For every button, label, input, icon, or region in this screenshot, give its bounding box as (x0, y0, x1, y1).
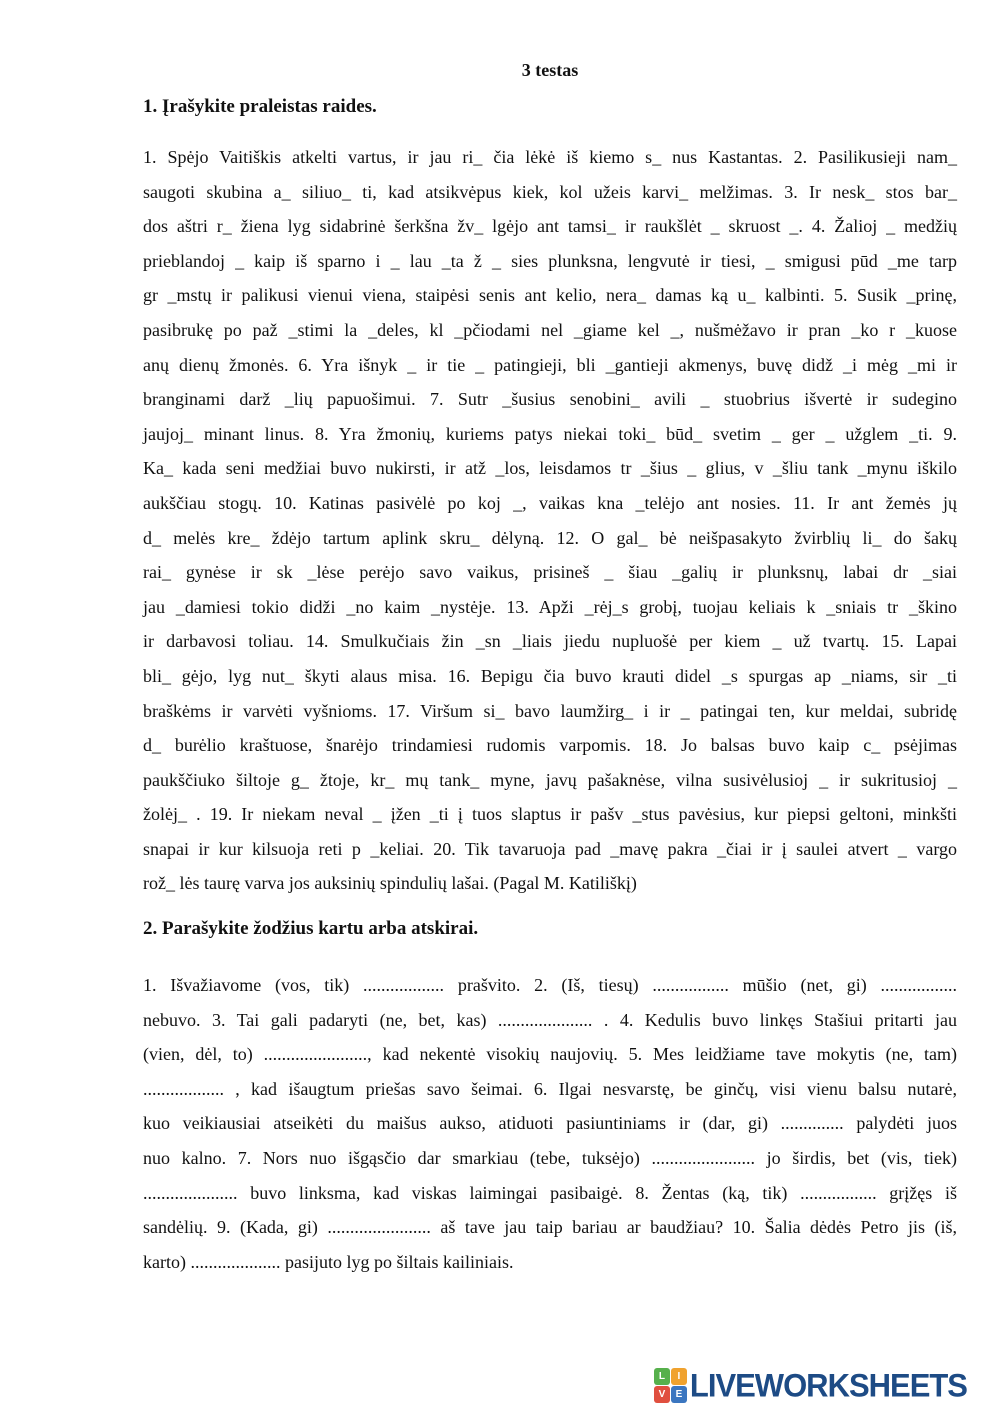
text-line: saugoti skubina a_ siliuo_ ti, kad atsikvėpus kiek, kol užeis karvi_ melžimas. 3. Ir nesk_ stos bar_ (143, 181, 957, 202)
text-line: gr _mstų ir palikusi vienui viena, staipėsi senis ant kelio, nera_ damas ką u_ kalbinti. 5. Susik _prinę, (143, 285, 957, 306)
text-line: anų dienų žmonės. 6. Yra išnyk _ ir tie _ patingieji, bli _gantieji akmenys, buvę didž _i mėg _mi ir (143, 354, 957, 375)
text-line: braškėms ir varvėti vyšnioms. 17. Viršum si_ bavo laumžirg_ i ir _ patingai ten, kur meldai, subridę (143, 700, 957, 721)
logo-square-v: V (654, 1386, 670, 1403)
liveworksheets-logo (654, 1368, 967, 1403)
text-line: Ka_ kada seni medžiai buvo nukirsti, ir atž _los, leisdamos tr _šius _ glius, v _šliu tank _mynu iškilo (143, 458, 957, 479)
text-line: ir darbavosi toliau. 14. Smulkučiais žin _sn _liais jiedu nupluošė per kiem _ už tvartų. 15. Lapai (143, 631, 957, 652)
text-line: 1. Išvažiavome (vos, tik) .................. prašvito. 2. (Iš, tiesų) ................. mūšio (net, gi) ................. (143, 975, 957, 996)
text-line: aukščiau stogų. 10. Katinas pasivėlė po koj _, vaikas kna _telėjo ant nosies. 11. Ir ant žemės jų (143, 492, 957, 513)
text-line: žolėj_ . 19. Ir niekam neval _ įžen _ti į tuos slaptus ir pašv _stus pavėsius, kur piepsi geltoni, minkšti (143, 804, 957, 825)
section2-paragraph (143, 968, 957, 1279)
text-line: paukščiuko šiltoje g_ žtoje, kr_ mų tank_ myne, javų pašaknėse, vilna susivėlusioj _ ir sukritusioj _ (143, 769, 957, 790)
text-line: rož_ lės taurę varva jos auksinių spindulių lašai. (Pagal M. Katiliškį) (143, 873, 637, 894)
text-line: jau _damiesi tokio didži _no kaim _nystėje. 13. Apži _rėj_s grobį, tuojau keliais k _sniais tr _škino (143, 596, 957, 617)
section2-heading: 2. Parašykite žodžius kartu arba atskirai. (143, 918, 479, 940)
text-line: pasibrukę po paž _stimi la _deles, kl _pčiodami nel _giame kel _, nušmėžavo ir pran _ko r _kuose (143, 319, 957, 340)
text-line: nebuvo. 3. Tai gali padaryti (ne, bet, kas) ..................... . 4. Kedulis buvo linkęs Stašiui pritarti jau (143, 1009, 957, 1030)
text-line: rai_ gynėse ir sk _lėse perėjo savo vaikus, prisineš _ šiau _galių ir plunksnų, labai dr _siai (143, 562, 957, 583)
text-line: d_ burėlio kraštuose, šnarėjo trindamiesi rudomis varpomis. 18. Jo balsas buvo kaip c_ psėjimas (143, 735, 957, 756)
text-line: d_ melės kre_ ždėjo tartum aplink skru_ dėlyną. 12. O gal_ bė neišpasakyto žvirblių li_ do šakų (143, 527, 957, 548)
text-line: branginami darž _lių papuošimui. 7. Sutr _šusius senobini_ avili _ stuobrius išvertė ir sudegino (143, 389, 957, 410)
logo-square-e: E (671, 1386, 687, 1403)
text-line: jaujoj_ minant linus. 8. Yra žmonių, kuriems patys niekai toki_ būd_ svetim _ ger _ užglem _ti. 9. (143, 423, 957, 444)
liveworksheets-logo-icon (654, 1368, 687, 1403)
section1-paragraph (143, 140, 957, 901)
worksheet-content (143, 0, 957, 1279)
text-line: .................. , kad išaugtum priešas savo šeimai. 6. Ilgai nesvarstę, be ginčų, visi vienu balsu nutarė, (143, 1078, 957, 1099)
logo-square-i: I (671, 1368, 687, 1385)
logo-square-l: L (654, 1368, 670, 1385)
page-title: 3 testas (521, 60, 579, 80)
text-line: karto) .................... pasijuto lyg po šiltais kailiniais. (143, 1251, 514, 1272)
text-line: snapai ir kur kilsuoja reti p _keliai. 20. Tik tavaruoja pad _mavę pakra _čiai ir į saulei atvert _ vargo (143, 838, 957, 859)
liveworksheets-wordmark: LIVEWORKSHEETS (689, 1367, 967, 1404)
text-line: (vien, dėl, to) ......................., kad nekentė visokių naujovių. 5. Mes leidžiame tave mokytis (ne, tam) (143, 1044, 957, 1065)
text-line: 1. Spėjo Vaitiškis atkelti vartus, ir jau ri_ čia lėkė iš kiemo s_ nus Kastantas. 2. Pasilikusieji nam_ (143, 147, 957, 167)
text-line: prieblandoj _ kaip iš sparno i _ lau _ta ž _ sies plunksna, lengvutė ir tiesi, _ smigusi pūd _me tarp (143, 250, 957, 271)
section1-heading: 1. Įrašykite praleistas raides. (143, 96, 377, 117)
text-line: ..................... buvo linksma, kad viskas laimingai pasibaigė. 8. Žentas (ką, tik) ................. grįžęs iš (143, 1182, 957, 1203)
text-line: kuo veikiausiai atseikėti du maišus aukso, atiduoti pasiuntiniams ir (dar, gi) .............. palydėti juos (143, 1113, 957, 1134)
text-line: sandėlių. 9. (Kada, gi) ....................... aš tave jau taip bariau ar baudžiau? 10. Šalia dėdės Petro jis (iš, (143, 1217, 957, 1238)
text-line: nuo kalno. 7. Nors nuo išgąsčio dar smarkiau (tebe, tuksėjo) ....................... jo širdis, bet (vis, tiek) (143, 1148, 957, 1169)
text-line: dos aštri r_ žiena lyg sidabrinė šerkšna žv_ lgėjo ant tamsi_ ir raukšlėt _ skruost _. 4. Žalioj _ medžių (143, 216, 957, 237)
text-line: bli_ gėjo, lyg nut_ škyti alaus misa. 16. Bepigu čia buvo krauti didel _s spurgas ap _niams, sir _ti (143, 665, 957, 686)
